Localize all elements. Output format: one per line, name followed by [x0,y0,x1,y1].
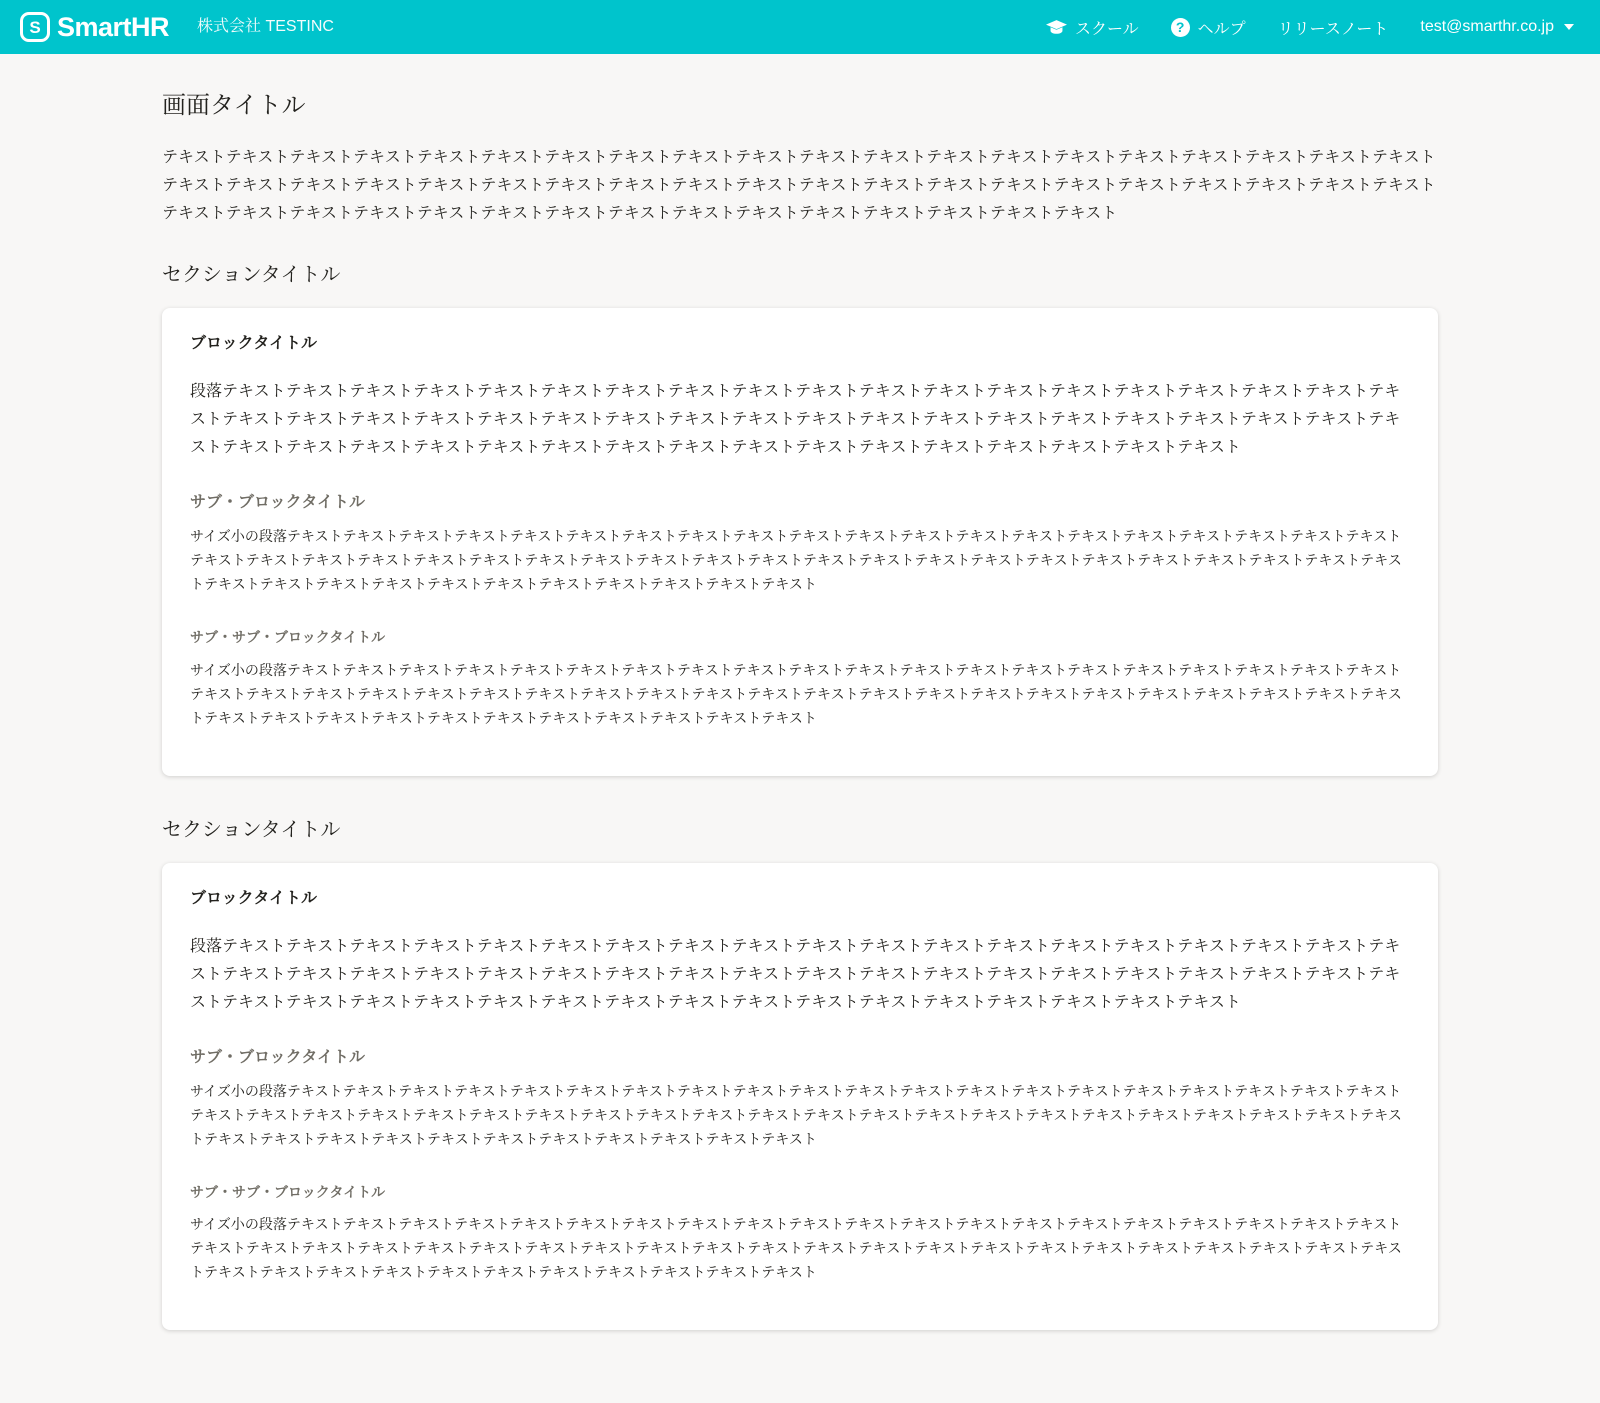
sub-sub-block-title: サブ・サブ・ブロックタイトル [190,1183,386,1200]
smarthr-logo-text: SmartHR [57,11,170,42]
smarthr-logo-letter: S [29,17,41,37]
nav-item-school[interactable] [1046,16,1139,39]
company-name: 株式会社 TESTINC [197,18,334,35]
section-1 [162,261,1438,776]
nav-help-label: ヘルプ [1197,20,1246,38]
sub-block-title: サブ・ブロックタイトル [190,494,366,512]
content-card [162,863,1438,1331]
section-title: セクションタイトル [162,818,341,841]
block-paragraph: 段落テキストテキストテキストテキストテキストテキストテキストテキストテキストテキストテキストテキストテキストテキストテキストテキストテキストテキストテキストテキストテキストテキストテキストテキストテキストテキストテキストテキストテキストテキストテキストテキストテキストテキストテキストテキストテキストテキストテキストテキストテキストテキストテキストテキストテキストテキストテキストテキストテキストテキストテキストテキストテキストテキスト [190,937,1401,1011]
page-title: 画面タイトル [162,92,306,119]
chevron-down-icon [1564,24,1574,30]
section-title: セクションタイトル [162,264,341,287]
block-title: ブロックタイトル [190,889,318,907]
user-email: test@smarthr.co.jp [1420,18,1554,35]
nav-school-label: スクール [1074,20,1139,38]
sub-sub-block-paragraph: サイズ小の段落テキストテキストテキストテキストテキストテキストテキストテキストテキストテキストテキストテキストテキストテキストテキストテキストテキストテキストテキストテキストテキストテキストテキストテキストテキストテキストテキストテキストテキストテキストテキストテキストテキストテキストテキストテキストテキストテキストテキストテキストテキストテキストテキストテキストテキストテキストテキストテキストテキストテキストテキストテキストテキスト [190,661,1402,726]
lead-text: テキストテキストテキストテキストテキストテキストテキストテキストテキストテキストテキストテキストテキストテキストテキストテキストテキストテキストテキストテキストテキストテキストテキストテキストテキストテキストテキストテキストテキストテキストテキストテキストテキストテキストテキストテキストテキストテキストテキストテキストテキストテキストテキストテキストテキストテキストテキストテキストテキストテキストテキストテキストテキストテキストテキスト [162,149,1436,223]
sub-block-paragraph: サイズ小の段落テキストテキストテキストテキストテキストテキストテキストテキストテキストテキストテキストテキストテキストテキストテキストテキストテキストテキストテキストテキストテキストテキストテキストテキストテキストテキストテキストテキストテキストテキストテキストテキストテキストテキストテキストテキストテキストテキストテキストテキストテキストテキストテキストテキストテキストテキストテキストテキストテキストテキストテキストテキストテキスト [190,528,1402,593]
nav-item-release-notes[interactable] [1278,16,1389,39]
section-2 [162,816,1438,1331]
block-paragraph: 段落テキストテキストテキストテキストテキストテキストテキストテキストテキストテキストテキストテキストテキストテキストテキストテキストテキストテキストテキストテキストテキストテキストテキストテキストテキストテキストテキストテキストテキストテキストテキストテキストテキストテキストテキストテキストテキストテキストテキストテキストテキストテキストテキストテキストテキストテキストテキストテキストテキストテキストテキストテキストテキストテキスト [190,383,1401,457]
content-card [162,308,1438,776]
smarthr-logo[interactable] [20,12,169,42]
header-nav [1046,16,1574,39]
main-content [162,90,1438,1403]
sub-sub-block-paragraph: サイズ小の段落テキストテキストテキストテキストテキストテキストテキストテキストテキストテキストテキストテキストテキストテキストテキストテキストテキストテキストテキストテキストテキストテキストテキストテキストテキストテキストテキストテキストテキストテキストテキストテキストテキストテキストテキストテキストテキストテキストテキストテキストテキストテキストテキストテキストテキストテキストテキストテキストテキストテキストテキストテキストテキスト [190,1216,1402,1281]
sub-block-paragraph: サイズ小の段落テキストテキストテキストテキストテキストテキストテキストテキストテキストテキストテキストテキストテキストテキストテキストテキストテキストテキストテキストテキストテキストテキストテキストテキストテキストテキストテキストテキストテキストテキストテキストテキストテキストテキストテキストテキストテキストテキストテキストテキストテキストテキストテキストテキストテキストテキストテキストテキストテキストテキストテキストテキストテキスト [190,1082,1402,1147]
sub-block-title: サブ・ブロックタイトル [190,1048,366,1066]
help-question-icon [1171,18,1190,37]
smarthr-logo-icon [20,12,50,42]
app-header [0,0,1600,54]
sub-sub-block-title: サブ・サブ・ブロックタイトル [190,629,386,646]
nav-item-help[interactable] [1171,16,1246,39]
block-title: ブロックタイトル [190,335,318,353]
user-menu-dropdown[interactable] [1420,18,1574,36]
graduation-cap-icon [1046,20,1067,35]
help-question-glyph: ? [1175,19,1185,35]
nav-release-notes-label: リリースノート [1277,20,1389,38]
